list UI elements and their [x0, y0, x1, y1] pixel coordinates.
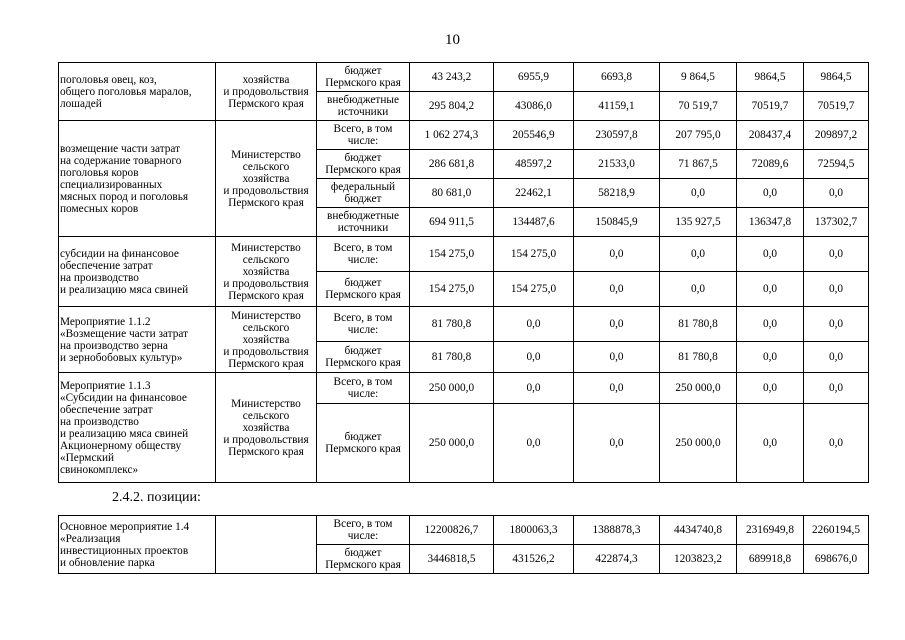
- amount-cell: 689918,8: [737, 545, 804, 574]
- cell-text-line: сельского: [242, 253, 290, 266]
- cell-text-line: на производство зерна: [60, 339, 168, 352]
- amount-cell: 2316949,8: [737, 516, 804, 545]
- amount-cell: 150845,9: [574, 208, 660, 237]
- amount-cell: 0,0: [804, 342, 869, 373]
- cell-text-line: Всего, в том: [333, 123, 393, 135]
- measure-description: [59, 121, 216, 237]
- executor: [216, 307, 317, 373]
- measure-description: [59, 516, 216, 574]
- cell-text-line: поголовья овец, коз,: [60, 73, 157, 86]
- amount-cell: 0,0: [804, 373, 869, 404]
- amount-cell: 0,0: [574, 307, 660, 342]
- cell-text-line: специализированных: [60, 178, 163, 191]
- amount-cell: 0,0: [574, 272, 660, 307]
- cell-text-line: и продовольствия: [223, 345, 309, 358]
- cell-text-line: числе:: [347, 388, 379, 400]
- cell-text-line: Пермского края: [228, 357, 304, 370]
- cell-text-line: Мероприятие 1.1.2: [60, 315, 151, 328]
- cell-text-line: «Реализация: [60, 532, 121, 545]
- table-row: [59, 516, 869, 545]
- cell-text-line: внебюджетные: [326, 94, 399, 106]
- cell-text-line: источники: [337, 222, 389, 234]
- amount-cell: 0,0: [737, 307, 804, 342]
- cell-text-line: хозяйства: [242, 172, 290, 185]
- cell-text-line: и продовольствия: [223, 184, 309, 197]
- cell-text-line: и продовольствия: [223, 433, 309, 446]
- cell-text-line: бюджет: [344, 277, 382, 289]
- amount-cell: 422874,3: [574, 545, 660, 574]
- amount-cell: 250 000,0: [660, 373, 737, 404]
- amount-cell: 0,0: [494, 307, 574, 342]
- positions-table: [58, 515, 869, 574]
- cell-text-line: Министерство: [231, 148, 301, 161]
- amount-cell: 0,0: [804, 179, 869, 208]
- amount-cell: 230597,8: [574, 121, 660, 150]
- amount-cell: 0,0: [574, 373, 660, 404]
- cell-text-line: хозяйства: [242, 421, 290, 434]
- amount-cell: 209897,2: [804, 121, 869, 150]
- measure-description: [59, 63, 216, 121]
- amount-cell: 70 519,7: [660, 92, 737, 121]
- cell-text-line: общего поголовья маралов,: [60, 85, 192, 98]
- amount-cell: 0,0: [804, 237, 869, 272]
- cell-text-line: поголовья коров: [60, 166, 139, 179]
- executor: [216, 237, 317, 307]
- cell-text-line: Мероприятие 1.1.3: [60, 379, 151, 392]
- funding-source: [317, 545, 410, 574]
- amount-cell: 694 911,5: [410, 208, 494, 237]
- cell-text-line: «Пермский: [60, 451, 115, 464]
- amount-cell: 81 780,8: [410, 342, 494, 373]
- cell-text-line: бюджет: [344, 193, 382, 205]
- cell-text-line: Всего, в том: [333, 518, 393, 530]
- amount-cell: 0,0: [494, 373, 574, 404]
- cell-text-line: сельского: [242, 409, 290, 422]
- cell-text-line: Акционерному обществу: [60, 439, 182, 452]
- amount-cell: 207 795,0: [660, 121, 737, 150]
- cell-text-line: бюджет: [344, 431, 382, 443]
- cell-text-line: хозяйства: [242, 333, 290, 346]
- amount-cell: 0,0: [737, 272, 804, 307]
- cell-text-line: Министерство: [231, 241, 301, 254]
- amount-cell: 0,0: [574, 404, 660, 483]
- cell-text-line: числе:: [347, 135, 379, 147]
- cell-text-line: субсидии на финансовое: [60, 247, 179, 260]
- amount-cell: 72089,6: [737, 150, 804, 179]
- amount-cell: 41159,1: [574, 92, 660, 121]
- amount-cell: 250 000,0: [410, 373, 494, 404]
- cell-text-line: свинокомплекс»: [60, 463, 139, 476]
- amount-cell: 72594,5: [804, 150, 869, 179]
- amount-cell: 0,0: [804, 307, 869, 342]
- amount-cell: 1388878,3: [574, 516, 660, 545]
- amount-cell: 0,0: [737, 237, 804, 272]
- cell-text-line: возмещение части затрат: [60, 142, 181, 155]
- funding-source: [317, 150, 410, 179]
- cell-text-line: помесных коров: [60, 202, 139, 215]
- cell-text-line: Пермского края: [228, 289, 304, 302]
- cell-text-line: инвестиционных проектов: [60, 544, 189, 557]
- amount-cell: 0,0: [804, 272, 869, 307]
- funding-source: [317, 63, 410, 92]
- amount-cell: 286 681,8: [410, 150, 494, 179]
- amount-cell: 71 867,5: [660, 150, 737, 179]
- amount-cell: 698676,0: [804, 545, 869, 574]
- cell-text-line: Пермского края: [325, 443, 401, 455]
- amount-cell: 0,0: [737, 404, 804, 483]
- measure-description: [59, 307, 216, 373]
- amount-cell: 12200826,7: [410, 516, 494, 545]
- amount-cell: 81 780,8: [660, 307, 737, 342]
- cell-text-line: числе:: [347, 254, 379, 266]
- cell-text-line: и зернобобовых культур»: [60, 351, 183, 364]
- amount-cell: 0,0: [737, 373, 804, 404]
- cell-text-line: Пермского края: [228, 445, 304, 458]
- cell-text-line: Пермского края: [228, 196, 304, 209]
- cell-text-line: хозяйства: [242, 73, 290, 86]
- amount-cell: 135 927,5: [660, 208, 737, 237]
- cell-text-line: бюджет: [344, 65, 382, 77]
- cell-text-line: на содержание товарного: [60, 154, 182, 167]
- amount-cell: 4434740,8: [660, 516, 737, 545]
- cell-text-line: и обновление парка: [60, 556, 155, 569]
- amount-cell: 205546,9: [494, 121, 574, 150]
- amount-cell: 80 681,0: [410, 179, 494, 208]
- amount-cell: 70519,7: [737, 92, 804, 121]
- cell-text-line: сельского: [242, 160, 290, 173]
- funding-source: [317, 342, 410, 373]
- cell-text-line: и продовольствия: [223, 85, 309, 98]
- amount-cell: 43086,0: [494, 92, 574, 121]
- table-row: [59, 63, 869, 92]
- cell-text-line: «Возмещение части затрат: [60, 327, 189, 340]
- amount-cell: 0,0: [737, 342, 804, 373]
- amount-cell: 1800063,3: [494, 516, 574, 545]
- cell-text-line: на производство: [60, 271, 139, 284]
- amount-cell: 295 804,2: [410, 92, 494, 121]
- cell-text-line: на производство: [60, 415, 139, 428]
- cell-text-line: внебюджетные: [326, 210, 399, 222]
- amount-cell: 0,0: [804, 404, 869, 483]
- cell-text-line: бюджет: [344, 547, 382, 559]
- amount-cell: 137302,7: [804, 208, 869, 237]
- page-number: 10: [445, 32, 460, 48]
- executor: [216, 63, 317, 121]
- table-row: [59, 121, 869, 150]
- amount-cell: 3446818,5: [410, 545, 494, 574]
- amount-cell: 70519,7: [804, 92, 869, 121]
- funding-source: [317, 404, 410, 483]
- amount-cell: 1203823,2: [660, 545, 737, 574]
- executor: [216, 373, 317, 483]
- funding-source: [317, 92, 410, 121]
- cell-text-line: Основное мероприятие 1.4: [60, 520, 190, 533]
- amount-cell: 154 275,0: [494, 237, 574, 272]
- measure-description: [59, 237, 216, 307]
- table-row: [59, 373, 869, 404]
- funding-source: [317, 208, 410, 237]
- amount-cell: 250 000,0: [660, 404, 737, 483]
- amount-cell: 21533,0: [574, 150, 660, 179]
- cell-text-line: лошадей: [60, 97, 102, 110]
- cell-text-line: бюджет: [344, 152, 382, 164]
- amount-cell: 0,0: [574, 237, 660, 272]
- amount-cell: 0,0: [574, 342, 660, 373]
- amount-cell: 0,0: [660, 237, 737, 272]
- cell-text-line: и реализацию мяса свиней: [60, 283, 189, 296]
- cell-text-line: федеральный: [330, 181, 396, 193]
- cell-text-line: числе:: [347, 324, 379, 336]
- amount-cell: 154 275,0: [410, 237, 494, 272]
- cell-text-line: мясных пород и поголовья: [60, 190, 189, 203]
- cell-text-line: и продовольствия: [223, 277, 309, 290]
- amount-cell: 208437,4: [737, 121, 804, 150]
- cell-text-line: Пермского края: [325, 357, 401, 369]
- measure-description: [59, 373, 216, 483]
- funding-source: [317, 121, 410, 150]
- table-row: [59, 237, 869, 272]
- amount-cell: 9864,5: [804, 63, 869, 92]
- amount-cell: 136347,8: [737, 208, 804, 237]
- amount-cell: 250 000,0: [410, 404, 494, 483]
- amount-cell: 0,0: [494, 404, 574, 483]
- budget-table: [58, 62, 869, 483]
- amount-cell: 431526,2: [494, 545, 574, 574]
- amount-cell: 43 243,2: [410, 63, 494, 92]
- amount-cell: 2260194,5: [804, 516, 869, 545]
- amount-cell: 81 780,8: [660, 342, 737, 373]
- amount-cell: 6955,9: [494, 63, 574, 92]
- executor: [216, 121, 317, 237]
- cell-text-line: и реализацию мяса свиней: [60, 427, 189, 440]
- cell-text-line: источники: [337, 106, 389, 118]
- funding-source: [317, 307, 410, 342]
- section-heading: 2.4.2. позиции:: [112, 490, 201, 505]
- cell-text-line: хозяйства: [242, 265, 290, 278]
- amount-cell: 134487,6: [494, 208, 574, 237]
- funding-source: [317, 237, 410, 272]
- cell-text-line: Пермского края: [228, 97, 304, 110]
- cell-text-line: сельского: [242, 321, 290, 334]
- amount-cell: 9 864,5: [660, 63, 737, 92]
- cell-text-line: Министерство: [231, 397, 301, 410]
- amount-cell: 58218,9: [574, 179, 660, 208]
- amount-cell: 0,0: [660, 179, 737, 208]
- funding-source: [317, 179, 410, 208]
- cell-text-line: числе:: [347, 530, 379, 542]
- executor: [216, 516, 317, 574]
- cell-text-line: бюджет: [344, 345, 382, 357]
- cell-text-line: Пермского края: [325, 559, 401, 571]
- amount-cell: 9864,5: [737, 63, 804, 92]
- cell-text-line: Всего, в том: [333, 242, 393, 254]
- amount-cell: 0,0: [494, 342, 574, 373]
- amount-cell: 154 275,0: [410, 272, 494, 307]
- cell-text-line: «Субсидии на финансовое: [60, 391, 187, 404]
- cell-text-line: обеспечение затрат: [60, 403, 153, 416]
- amount-cell: 6693,8: [574, 63, 660, 92]
- cell-text-line: Всего, в том: [333, 312, 393, 324]
- amount-cell: 0,0: [660, 272, 737, 307]
- table-row: [59, 307, 869, 342]
- amount-cell: 1 062 274,3: [410, 121, 494, 150]
- amount-cell: 154 275,0: [494, 272, 574, 307]
- funding-source: [317, 373, 410, 404]
- amount-cell: 48597,2: [494, 150, 574, 179]
- cell-text-line: обеспечение затрат: [60, 259, 153, 272]
- cell-text-line: Пермского края: [325, 77, 401, 89]
- cell-text-line: Всего, в том: [333, 376, 393, 388]
- cell-text-line: Пермского края: [325, 289, 401, 301]
- funding-source: [317, 272, 410, 307]
- funding-source: [317, 516, 410, 545]
- amount-cell: 0,0: [737, 179, 804, 208]
- amount-cell: 81 780,8: [410, 307, 494, 342]
- amount-cell: 22462,1: [494, 179, 574, 208]
- cell-text-line: Пермского края: [325, 164, 401, 176]
- cell-text-line: Министерство: [231, 309, 301, 322]
